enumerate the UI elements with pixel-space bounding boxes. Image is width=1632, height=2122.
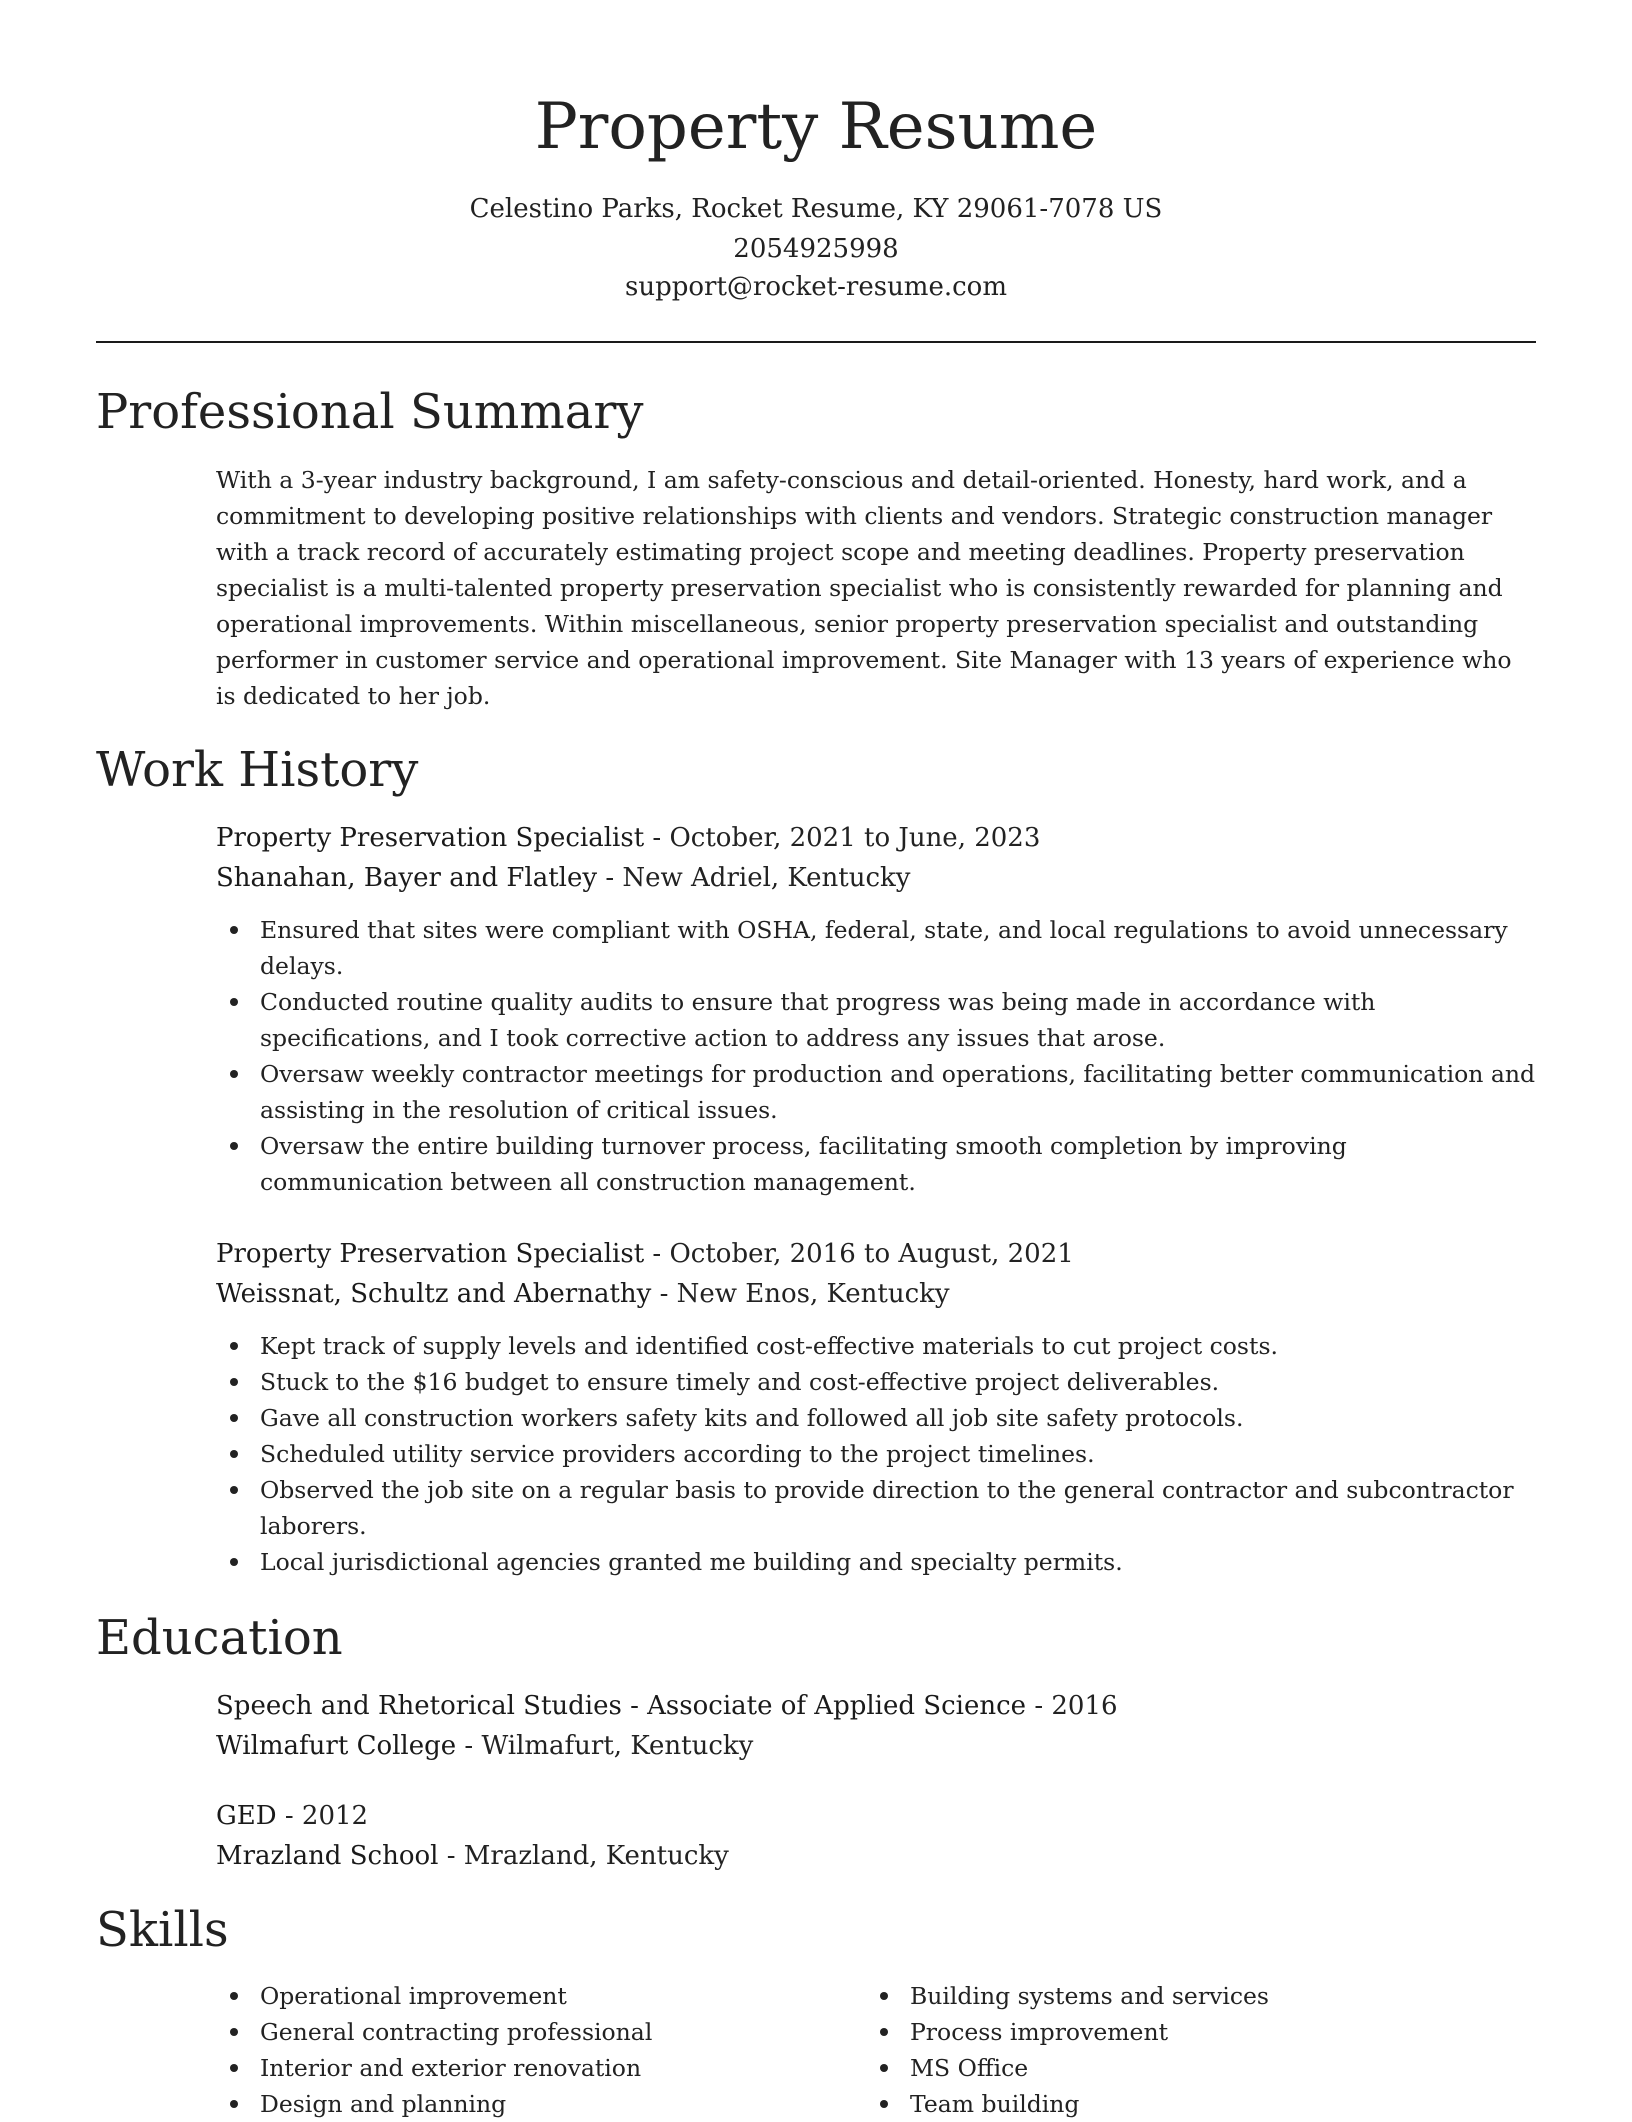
edu-2-degree-line xyxy=(216,1796,1536,1836)
edu-2-location: - Mrazland, Kentucky xyxy=(438,1841,729,1871)
job-2-dates: - October, 2016 to August, 2021 xyxy=(644,1239,1074,1269)
job-1-dates: - October, 2021 to June, 2023 xyxy=(644,823,1041,853)
list-item: Gave all construction workers safety kits and followed all job site safety protocols. xyxy=(216,1400,1536,1436)
list-item: Scheduled utility service providers according to the project timelines. xyxy=(216,1436,1536,1472)
edu-2-degree: GED xyxy=(216,1801,277,1831)
list-item: Interior and exterior renovation xyxy=(216,2050,816,2086)
job-1-company-line xyxy=(216,858,1536,898)
resume-title: Property Resume xyxy=(534,90,1098,164)
edu-1-year: - 2016 xyxy=(1026,1691,1118,1721)
job-2-company-line xyxy=(216,1274,1536,1314)
summary-heading: Professional Summary xyxy=(96,384,644,440)
list-item: Oversaw the entire building turnover process, facilitating smooth completion by improving communication between all construction management. xyxy=(216,1128,1536,1200)
contact-email: support@rocket-resume.com xyxy=(624,272,1007,302)
edu-1-degree: Speech and Rhetorical Studies - Associate of Applied Science xyxy=(216,1691,1027,1721)
list-item: Building systems and services xyxy=(866,1978,1466,2014)
edu-1-location: - Wilmafurt, Kentucky xyxy=(456,1731,754,1761)
list-item: Process improvement xyxy=(866,2014,1466,2050)
job-1-location: - New Adriel, Kentucky xyxy=(597,863,911,893)
edu-1-school: Wilmafurt College xyxy=(216,1731,457,1761)
skills-heading: Skills xyxy=(96,1902,229,1958)
edu-1-school-line xyxy=(216,1726,1536,1766)
list-item: Kept track of supply levels and identified cost-effective materials to cut project costs. xyxy=(216,1328,1536,1364)
edu-2-year: - 2012 xyxy=(276,1801,369,1831)
list-item: Oversaw weekly contractor meetings for production and operations, facilitating better communication and assisting in the resolution of critical issues. xyxy=(216,1056,1536,1128)
header-divider xyxy=(96,341,1536,343)
job-2-title: Property Preservation Specialist xyxy=(216,1239,645,1269)
edu-2-school-line xyxy=(216,1836,1536,1876)
job-2-title-line xyxy=(216,1234,1536,1274)
skills-left-list xyxy=(216,1978,816,2122)
work-heading: Work History xyxy=(96,742,419,798)
list-item: Team building xyxy=(866,2086,1466,2122)
job-1-bullets xyxy=(216,912,1536,1200)
list-item: Design and planning xyxy=(216,2086,816,2122)
edu-2-school: Mrazland School xyxy=(216,1841,439,1871)
list-item: Ensured that sites were compliant with OSHA, federal, state, and local regulations to avoid unnecessary delays. xyxy=(216,912,1536,984)
education-heading: Education xyxy=(96,1610,343,1666)
job-1-title: Property Preservation Specialist xyxy=(216,823,645,853)
list-item: Conducted routine quality audits to ensure that progress was being made in accordance with specifications, and I took corrective action to address any issues that arose. xyxy=(216,984,1536,1056)
list-item: Stuck to the $16 budget to ensure timely and cost-effective project deliverables. xyxy=(216,1364,1536,1400)
job-1-title-line xyxy=(216,818,1536,858)
contact-phone: 2054925998 xyxy=(733,234,899,264)
job-2-bullets xyxy=(216,1328,1536,1580)
summary-text: With a 3-year industry background, I am safety-conscious and detail-oriented. Honesty, hard work, and a commitment to developing positive relationships with clients and vendors. Strategic construction manager with a track record of accurately estimating project scope and meeting deadlines. Property preservation specialist is a multi-talented property preservation specialist who is consistently rewarded for planning and operational improvements. Within miscellaneous, senior property preservation specialist and outstanding performer in customer service and operational improvement. Site Manager with 13 years of experience who is dedicated to her job. xyxy=(216,466,1512,710)
contact-address: Celestino Parks, Rocket Resume, KY 29061-7078 US xyxy=(469,194,1163,224)
edu-1-degree-line xyxy=(216,1686,1536,1726)
job-2-company: Weissnat, Schultz and Abernathy xyxy=(216,1279,652,1309)
job-2-location: - New Enos, Kentucky xyxy=(651,1279,950,1309)
list-item: Observed the job site on a regular basis to provide direction to the general contractor and subcontractor laborers. xyxy=(216,1472,1536,1544)
skills-right-list xyxy=(866,1978,1466,2122)
job-1-company: Shanahan, Bayer and Flatley xyxy=(216,863,598,893)
list-item: General contracting professional xyxy=(216,2014,816,2050)
list-item: MS Office xyxy=(866,2050,1466,2086)
list-item: Operational improvement xyxy=(216,1978,816,2014)
list-item: Local jurisdictional agencies granted me building and specialty permits. xyxy=(216,1544,1536,1580)
